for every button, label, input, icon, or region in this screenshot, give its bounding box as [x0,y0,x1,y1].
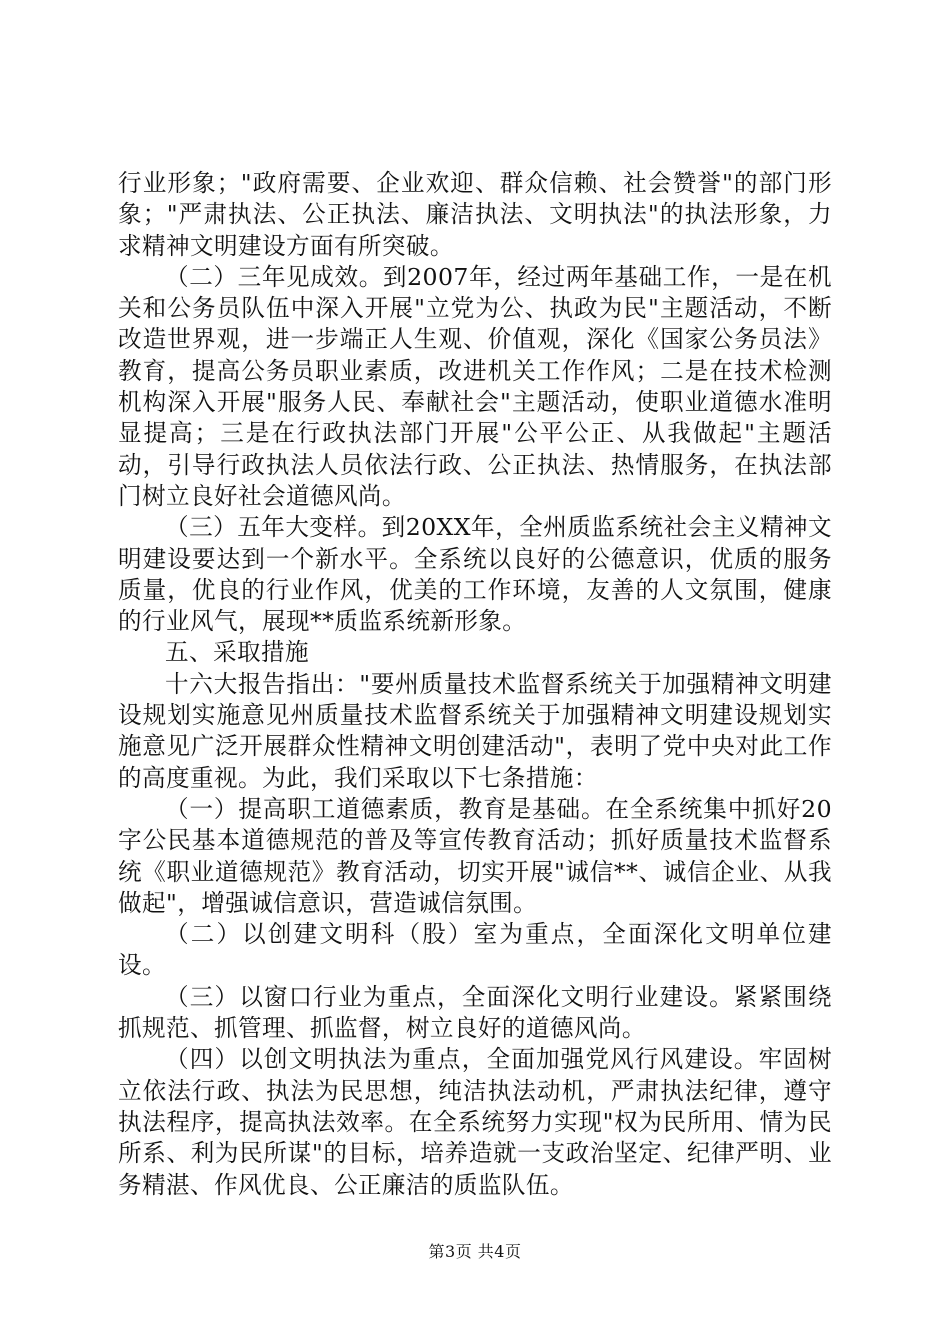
paragraph-measure-two: （二）以创建文明科（股）室为重点，全面深化文明单位建设。 [118,920,832,980]
paragraph-measure-three: （三）以窗口行业为重点，全面深化文明行业建设。紧紧围绕抓规范、抓管理、抓监督，树立良好的道德风尚。 [118,982,832,1043]
section-heading-measures: 五、采取措施 [165,638,309,667]
paragraph-continuation: 行业形象；"政府需要、企业欢迎、群众信赖、社会赞誉"的部门形象；"严肃执法、公正执法、廉洁执法、文明执法"的执法形象，力求精神文明建设方面有所突破。 [118,169,832,260]
paragraph-report-quote: 十六大报告指出："要州质量技术监督系统关于加强精神文明建设规划实施意见州质量技术监督系统关于加强精神文明建设规划实施意见广泛开展群众性精神文明创建活动"，表明了党中央对此工作的高度重视。为此，我们采取以下七条措施： [118,669,832,792]
page-number-footer: 第3页 共4页 [428,1242,522,1261]
document-body [118,168,832,1201]
paragraph-measure-four: （四）以创文明执法为重点，全面加强党风行风建设。牢固树立依法行政、执法为民思想，纯洁执法动机，严肃执法纪律，遵守执法程序，提高执法效率。在全系统努力实现"权为民所用、情为民所系、利为民所谋"的目标，培养造就一支政治坚定、纪律严明、业务精湛、作风优良、公正廉洁的质监队伍。 [118,1045,832,1199]
paragraph-three-year-goal: （二）三年见成效。到2007年，经过两年基础工作，一是在机关和公务员队伍中深入开展"立党为公、执政为民"主题活动，不断改造世界观，进一步端正人生观、价值观，深化《国家公务员法》教育，提高公务员职业素质，改进机关工作作风；二是在技术检测机构深入开展"服务人民、奉献社会"主题活动，使职业道德水准明显提高；三是在行政执法部门开展"公平公正、从我做起"主题活动，引导行政执法人员依法行政、公正执法、热情服务，在执法部门树立良好社会道德风尚。 [118,262,832,510]
paragraph-five-year-goal: （三）五年大变样。到20XX年，全州质监系统社会主义精神文明建设要达到一个新水平。全系统以良好的公德意识，优质的服务质量，优良的行业作风，优美的工作环境，友善的人文氛围，健康的行业风气，展现**质监系统新形象。 [118,513,832,636]
paragraph-measure-one: （一）提高职工道德素质，教育是基础。在全系统集中抓好20字公民基本道德规范的普及等宣传教育活动；抓好质量技术监督系统《职业道德规范》教育活动，切实开展"诚信**、诚信企业、从我做起"，增强诚信意识，营造诚信氛围。 [118,794,832,917]
